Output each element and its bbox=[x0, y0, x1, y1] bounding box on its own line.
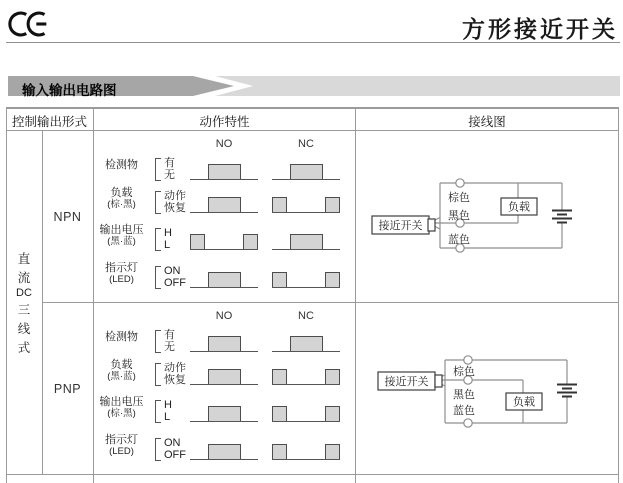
waveform-middle bbox=[190, 163, 258, 180]
state-low: 恢复 bbox=[164, 202, 186, 214]
signal-sub: (黑·蓝) bbox=[107, 235, 136, 247]
state-low: L bbox=[164, 411, 171, 423]
timing-diagram-npn bbox=[93, 131, 355, 303]
signal-label bbox=[93, 394, 150, 420]
column-header-nc: NC bbox=[298, 138, 314, 150]
pulse bbox=[208, 164, 241, 179]
pulse bbox=[243, 234, 258, 249]
section-banner-label: 输入输出电路图 bbox=[22, 83, 117, 98]
wire-label-brown: 棕色 bbox=[453, 366, 475, 378]
header-characteristics: 动作特性 bbox=[199, 115, 250, 129]
signal-name: 指示灯 bbox=[105, 261, 138, 274]
waveform-edges bbox=[190, 233, 258, 250]
state-high: H bbox=[164, 227, 172, 239]
state-high: 动作 bbox=[164, 362, 186, 374]
signal-label bbox=[93, 432, 150, 458]
pulse bbox=[208, 369, 241, 384]
pulse bbox=[190, 234, 205, 249]
pulse bbox=[208, 197, 241, 212]
bracket bbox=[155, 363, 161, 386]
pulse bbox=[290, 336, 323, 351]
pulse bbox=[272, 444, 287, 459]
column-header-nc: NC bbox=[298, 310, 314, 322]
waveform-middle bbox=[272, 233, 340, 250]
waveform-middle bbox=[190, 271, 258, 288]
group-label-dc-three-wire bbox=[6, 131, 42, 474]
signal-states bbox=[164, 157, 175, 181]
pulse bbox=[325, 272, 340, 287]
waveform-middle bbox=[190, 405, 258, 422]
connector bbox=[428, 219, 435, 231]
bracket bbox=[155, 228, 161, 251]
signal-sub: (棕·黑) bbox=[107, 407, 136, 419]
column-header-no: NO bbox=[215, 138, 233, 150]
column-header-no: NO bbox=[215, 310, 233, 322]
group-label-char: 流 bbox=[17, 271, 31, 285]
waveform-middle bbox=[190, 335, 258, 352]
signal-states bbox=[164, 329, 175, 353]
state-high: H bbox=[164, 399, 172, 411]
pulse bbox=[325, 406, 340, 421]
state-high: 有 bbox=[164, 329, 175, 341]
state-high: 动作 bbox=[164, 190, 186, 202]
wire-label-blue: 蓝色 bbox=[448, 234, 470, 246]
state-low: 恢复 bbox=[164, 374, 186, 386]
signal-label bbox=[93, 185, 150, 211]
row-label-npn: NPN bbox=[53, 209, 82, 224]
waveform-middle bbox=[272, 163, 340, 180]
wire-label-black: 黑色 bbox=[448, 210, 470, 222]
group-label-char: 直 bbox=[17, 252, 31, 266]
signal-name: 指示灯 bbox=[105, 433, 138, 446]
waveform-edges bbox=[272, 196, 340, 213]
state-high: 有 bbox=[164, 157, 175, 169]
pulse bbox=[272, 197, 287, 212]
pulse bbox=[272, 406, 287, 421]
bracket bbox=[155, 158, 161, 181]
header-wiring: 接线图 bbox=[468, 115, 506, 129]
state-low: OFF bbox=[164, 277, 186, 289]
ce-mark-logo bbox=[8, 9, 50, 39]
group-label-char: 线 bbox=[17, 322, 31, 336]
waveform-middle bbox=[190, 196, 258, 213]
wiring-diagram-npn bbox=[356, 131, 619, 303]
header-output-type: 控制输出形式 bbox=[11, 115, 87, 129]
pulse bbox=[290, 164, 323, 179]
load-label: 负载 bbox=[513, 396, 535, 409]
waveform-edges bbox=[272, 271, 340, 288]
pulse bbox=[272, 272, 287, 287]
signal-sub: (LED) bbox=[109, 273, 134, 285]
waveform-edges bbox=[272, 368, 340, 385]
pulse bbox=[290, 234, 323, 249]
battery-icon bbox=[552, 211, 572, 223]
timing-diagram-pnp bbox=[93, 303, 355, 475]
signal-name: 检测物 bbox=[105, 159, 138, 171]
bracket bbox=[155, 266, 161, 289]
state-high: ON bbox=[164, 437, 181, 449]
header-rule bbox=[6, 42, 620, 43]
signal-name: 输出电压 bbox=[99, 223, 144, 236]
signal-states bbox=[164, 190, 186, 214]
signal-label bbox=[93, 324, 150, 350]
waveform-edges bbox=[272, 443, 340, 460]
signal-states bbox=[164, 399, 172, 423]
wire-label-blue: 蓝色 bbox=[453, 405, 475, 417]
state-low: L bbox=[164, 239, 171, 251]
waveform-middle bbox=[190, 368, 258, 385]
banner-light-band bbox=[215, 76, 620, 96]
group-label-char: 式 bbox=[17, 341, 31, 355]
signal-label bbox=[93, 152, 150, 178]
proximity-switch-label: 接近开关 bbox=[384, 376, 429, 388]
signal-sub: (LED) bbox=[109, 445, 134, 457]
signal-states bbox=[164, 227, 172, 251]
row-label-pnp: PNP bbox=[53, 381, 82, 396]
pulse bbox=[325, 369, 340, 384]
pulse bbox=[208, 444, 241, 459]
waveform-middle bbox=[190, 443, 258, 460]
pulse bbox=[208, 406, 241, 421]
load-label: 负载 bbox=[508, 201, 530, 214]
pulse bbox=[208, 336, 241, 351]
state-low: 无 bbox=[164, 169, 175, 181]
bracket bbox=[155, 400, 161, 423]
wire-label-brown: 棕色 bbox=[448, 192, 470, 204]
signal-label bbox=[93, 260, 150, 286]
signal-states bbox=[164, 362, 186, 386]
wiring-diagram-pnp bbox=[356, 303, 619, 475]
pulse bbox=[325, 444, 340, 459]
signal-states bbox=[164, 265, 186, 289]
table-top-border bbox=[6, 107, 619, 109]
state-high: ON bbox=[164, 265, 181, 277]
signal-label bbox=[93, 357, 150, 383]
bracket bbox=[155, 330, 161, 353]
proximity-switch-label: 接近开关 bbox=[378, 220, 423, 232]
signal-name: 检测物 bbox=[105, 331, 138, 343]
battery-icon bbox=[557, 385, 577, 397]
waveform-middle bbox=[272, 335, 340, 352]
pulse bbox=[208, 272, 241, 287]
signal-name: 输出电压 bbox=[99, 395, 144, 408]
state-low: 无 bbox=[164, 341, 175, 353]
signal-states bbox=[164, 437, 186, 461]
waveform-edges bbox=[272, 405, 340, 422]
signal-name: 负载 bbox=[110, 358, 133, 371]
signal-sub: (黑·蓝) bbox=[107, 370, 136, 382]
wire-label-black: 黑色 bbox=[453, 389, 475, 401]
state-low: OFF bbox=[164, 449, 186, 461]
signal-name: 负载 bbox=[110, 186, 133, 199]
signal-label bbox=[93, 222, 150, 248]
group-label-char: 三 bbox=[17, 303, 31, 317]
bracket bbox=[155, 438, 161, 461]
pulse bbox=[272, 369, 287, 384]
page-title: 方形接近开关 bbox=[462, 16, 618, 42]
pulse bbox=[325, 197, 340, 212]
signal-sub: (棕·黑) bbox=[107, 198, 136, 210]
group-label-char: DC bbox=[16, 287, 32, 299]
connector bbox=[435, 375, 442, 387]
bracket bbox=[155, 191, 161, 214]
